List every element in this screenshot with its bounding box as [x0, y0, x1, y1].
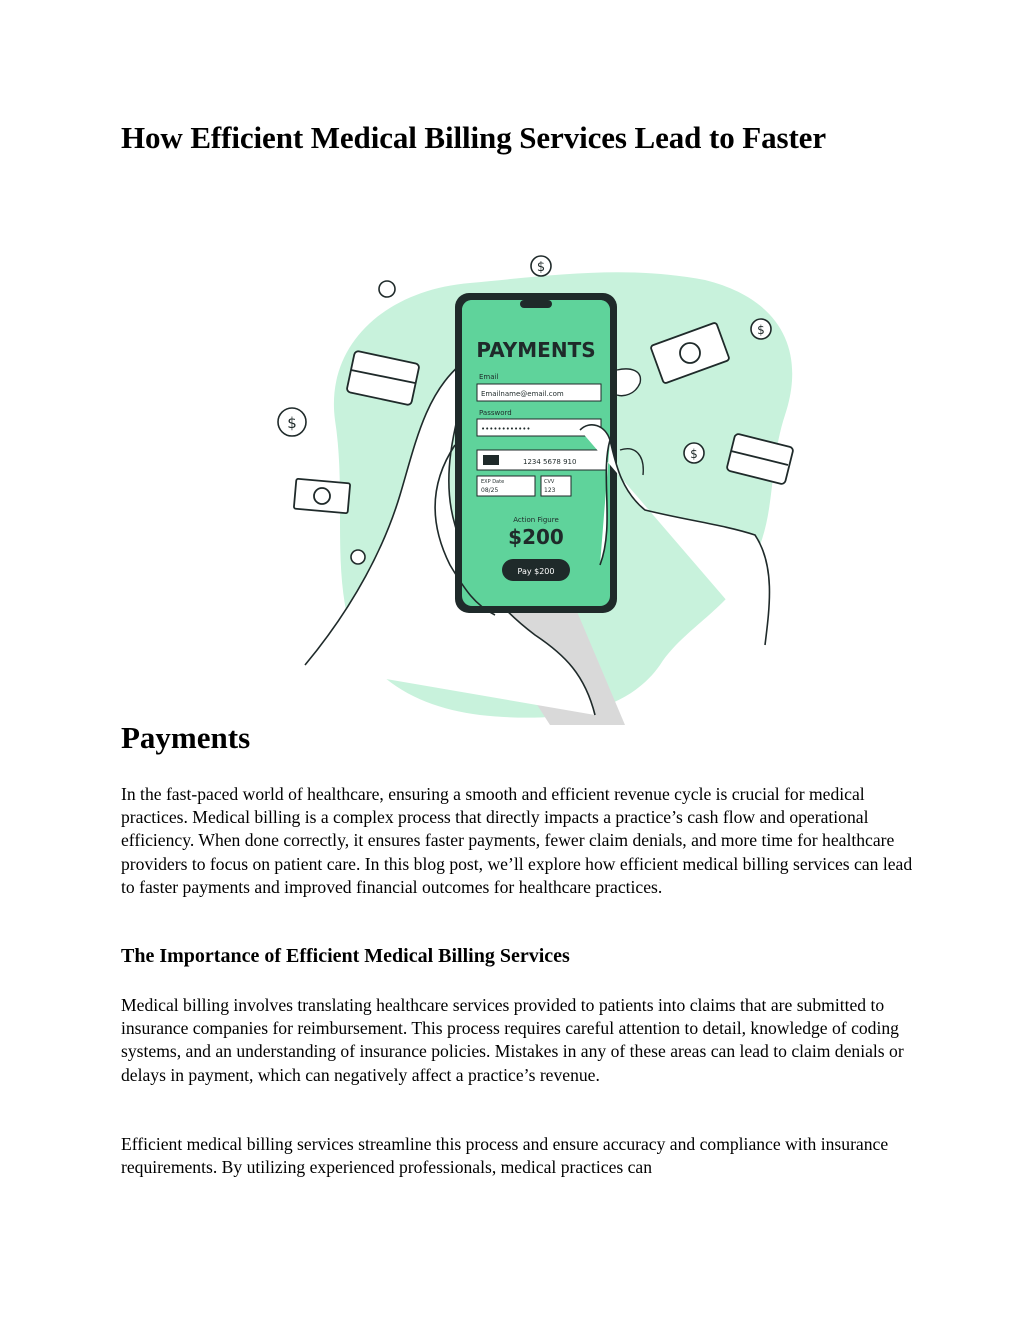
svg-text:Emailname@email.com: Emailname@email.com — [481, 390, 564, 398]
svg-text:$: $ — [690, 447, 698, 461]
page-title-continued: Payments — [121, 720, 251, 755]
svg-text:$: $ — [536, 260, 546, 275]
intro-paragraph: In the fast-paced world of healthcare, ensuring a smooth and efficient revenue cycle is crucial for medical practices. Medical billing is a complex process that directly impacts a practice’s cash flow and operational efficiency. When done correctly, it ensures faster payments, fewer claim denials, and more time for healthcare providers to focus on patient care. In this blog post, we’ll explore how efficient medical billing services can lead to faster payments and improved financial outcomes for healthcare practices. — [121, 784, 913, 897]
body-paragraph: Medical billing involves translating healthcare services provided to patients into claims that are submitted to insurance companies for reimbursement. This process requires careful attention to detail, knowledge of coding systems, and an understanding of insurance policies. Mistakes in any of these areas can lead to claim denials or delays in payment, which can negatively affect a practice’s revenue. — [121, 995, 904, 1085]
page-title: How Efficient Medical Billing Services Lead to Faster — [121, 120, 826, 155]
svg-text:123: 123 — [544, 487, 556, 494]
svg-text:••••••••••••: •••••••••••• — [481, 425, 531, 433]
payment-illustration — [265, 245, 810, 725]
svg-text:Pay $200: Pay $200 — [517, 567, 555, 576]
svg-text:Password: Password — [479, 409, 512, 417]
svg-text:1234 5678 910: 1234 5678 910 — [523, 458, 577, 466]
svg-text:08/25: 08/25 — [481, 487, 499, 494]
section-heading: The Importance of Efficient Medical Billing Services — [121, 945, 570, 967]
body-paragraph: Efficient medical billing services streamline this process and ensure accuracy and compliance with insurance requirements. By utilizing experienced professionals, medical practices can — [121, 1134, 889, 1178]
svg-text:CVV: CVV — [544, 479, 555, 485]
svg-text:EXP Date: EXP Date — [481, 479, 505, 485]
svg-text:Action Figure: Action Figure — [513, 516, 559, 524]
svg-text:$200: $200 — [508, 525, 564, 549]
svg-text:$: $ — [287, 414, 297, 432]
svg-text:Email: Email — [479, 373, 499, 381]
svg-text:$: $ — [757, 323, 765, 337]
svg-text:PAYMENTS: PAYMENTS — [476, 338, 596, 362]
